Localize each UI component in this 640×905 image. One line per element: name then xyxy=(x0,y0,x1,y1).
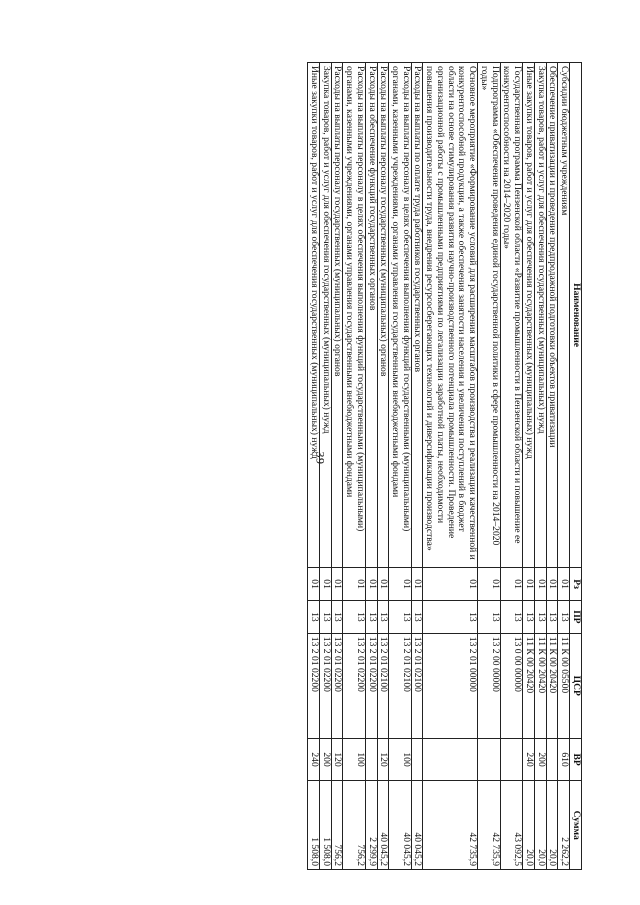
cell-rz: 01 xyxy=(478,568,500,601)
cell-vr: 100 xyxy=(343,738,365,781)
cell-rz: 01 xyxy=(534,568,546,601)
cell-pr: 13 xyxy=(523,600,535,633)
cell-vr: 120 xyxy=(377,738,389,781)
cell-rz: 01 xyxy=(365,568,377,601)
cell-sum: 1 508,0 xyxy=(308,781,320,870)
cell-sum: 40 045,2 xyxy=(377,781,389,870)
cell-vr: 240 xyxy=(308,738,320,781)
table-row xyxy=(558,63,570,870)
cell-name: Иные закупки товаров, работ и услуг для обеспечения государственных (муниципальных) нужд xyxy=(523,63,535,568)
table-row xyxy=(423,63,478,870)
cell-name: Расходы на выплаты персоналу в целях обеспечения выполнения функций государственными (муниципальными) органами, казенными учреждениями, органами управления государственными внебюджетными фондами xyxy=(343,63,365,568)
cell-rz: 01 xyxy=(377,568,389,601)
cell-pr: 13 xyxy=(423,600,478,633)
header-pr: ПР xyxy=(570,600,582,633)
header-vr: ВР xyxy=(570,738,582,781)
cell-pr: 13 xyxy=(365,600,377,633)
cell-name: Расходы на выплаты по оплате труда работников государственных органов xyxy=(411,63,423,568)
cell-vr xyxy=(500,738,522,781)
cell-csr: 13 2 01 02200 xyxy=(308,633,320,738)
table-row xyxy=(500,63,522,870)
cell-vr: 120 xyxy=(331,738,343,781)
cell-csr: 11 К 00 20420 xyxy=(534,633,546,738)
table-row xyxy=(308,63,320,870)
cell-name: Расходы на выплаты персоналу в целях обеспечения выполнения функций государственными (муниципальными) органами, казенными учреждениями, органами управления государственными внебюджетными фондами xyxy=(389,63,411,568)
cell-pr: 13 xyxy=(500,600,522,633)
header-rz: Рз xyxy=(570,568,582,601)
cell-vr: 200 xyxy=(534,738,546,781)
cell-name: Подпрограмма «Обеспечение проведения единой государственной политики в сфере промышленности на 2014–2020 годы» xyxy=(478,63,500,568)
cell-vr xyxy=(478,738,500,781)
table-body xyxy=(308,63,570,870)
cell-name: Субсидии бюджетным учреждениям xyxy=(558,63,570,568)
cell-pr: 13 xyxy=(308,600,320,633)
cell-rz: 01 xyxy=(558,568,570,601)
cell-csr: 13 2 01 02100 xyxy=(389,633,411,738)
table-row xyxy=(534,63,546,870)
cell-pr: 13 xyxy=(546,600,558,633)
table-row xyxy=(389,63,411,870)
cell-rz: 01 xyxy=(411,568,423,601)
table-row xyxy=(478,63,500,870)
cell-rz: 01 xyxy=(343,568,365,601)
cell-csr: 13 2 01 02100 xyxy=(411,633,423,738)
rotated-table-container xyxy=(90,62,582,870)
cell-sum: 20,0 xyxy=(546,781,558,870)
cell-csr: 11 К 00 05500 xyxy=(558,633,570,738)
cell-vr: 610 xyxy=(558,738,570,781)
cell-name: Закупка товаров, работ и услуг для обеспечения государственных (муниципальных) нужд xyxy=(534,63,546,568)
cell-sum: 756,2 xyxy=(343,781,365,870)
cell-rz: 01 xyxy=(308,568,320,601)
table-row xyxy=(343,63,365,870)
cell-pr: 13 xyxy=(558,600,570,633)
cell-sum: 20,0 xyxy=(523,781,535,870)
cell-pr: 13 xyxy=(331,600,343,633)
cell-vr: 200 xyxy=(319,738,331,781)
cell-name: Расходы на обеспечение функций государственных органов xyxy=(365,63,377,568)
table-header-row xyxy=(570,63,582,870)
cell-csr: 13 2 01 02200 xyxy=(343,633,365,738)
cell-csr: 13 0 00 00000 xyxy=(500,633,522,738)
cell-pr: 13 xyxy=(319,600,331,633)
cell-pr: 13 xyxy=(389,600,411,633)
cell-name: Закупка товаров, работ и услуг для обеспечения государственных (муниципальных) нужд xyxy=(319,63,331,568)
page-number: 39 xyxy=(313,451,328,465)
cell-pr: 13 xyxy=(478,600,500,633)
table-row xyxy=(523,63,535,870)
table-row xyxy=(365,63,377,870)
cell-csr: 13 2 01 02200 xyxy=(319,633,331,738)
cell-vr xyxy=(411,738,423,781)
cell-pr: 13 xyxy=(343,600,365,633)
table-row xyxy=(546,63,558,870)
cell-rz: 01 xyxy=(331,568,343,601)
table-row xyxy=(411,63,423,870)
cell-sum: 20,0 xyxy=(534,781,546,870)
table-row xyxy=(319,63,331,870)
table-row xyxy=(331,63,343,870)
cell-csr: 13 2 01 02200 xyxy=(365,633,377,738)
header-csr: ЦСР xyxy=(570,633,582,738)
table-row xyxy=(377,63,389,870)
cell-rz: 01 xyxy=(523,568,535,601)
cell-csr: 13 2 01 02200 xyxy=(331,633,343,738)
cell-name: Обеспечение приватизации и проведение предпродажной подготовки объектов приватизации xyxy=(546,63,558,568)
cell-rz: 01 xyxy=(546,568,558,601)
header-name: Наименование xyxy=(570,63,582,568)
cell-sum: 40 045,2 xyxy=(389,781,411,870)
cell-vr xyxy=(546,738,558,781)
cell-name: Основное мероприятие «Формирование условий для расширения масштабов производства и реализации качественной и конкурентоспособной продукции, а также обеспечения занятости населения и увеличения поступлений в бюджет области на основе стимулирования развития научно-производственного потенциала промышленности. Проведение организационной работы с промышленными предприятиями по легализации заработной платы, необходимости повышения производительности труда, внедрения ресурсосберегающих технологий и диверсификации производства» xyxy=(423,63,478,568)
cell-name: Расходы на выплаты персоналу государственных (муниципальных) органов xyxy=(331,63,343,568)
cell-rz: 01 xyxy=(319,568,331,601)
cell-sum: 756,2 xyxy=(331,781,343,870)
cell-csr: 13 2 00 00000 xyxy=(478,633,500,738)
cell-rz: 01 xyxy=(423,568,478,601)
budget-table xyxy=(307,62,582,870)
cell-name: Иные закупки товаров, работ и услуг для обеспечения государственных (муниципальных) нужд xyxy=(308,63,320,568)
cell-csr: 13 2 01 00000 xyxy=(423,633,478,738)
cell-rz: 01 xyxy=(389,568,411,601)
cell-vr: 100 xyxy=(389,738,411,781)
cell-sum: 43 092,5 xyxy=(500,781,522,870)
cell-vr xyxy=(423,738,478,781)
cell-vr xyxy=(365,738,377,781)
cell-sum: 2 262,2 xyxy=(558,781,570,870)
cell-sum: 42 735,9 xyxy=(423,781,478,870)
cell-name: Расходы на выплаты персоналу государственных (муниципальных) органов xyxy=(377,63,389,568)
cell-pr: 13 xyxy=(411,600,423,633)
cell-vr: 240 xyxy=(523,738,535,781)
header-sum: Сумма xyxy=(570,781,582,870)
cell-name: Государственная программа Пензенской области «Развитие промышленности в Пензенской области и повышение ее конкурентоспособности на 2014–2020 годы» xyxy=(500,63,522,568)
cell-pr: 13 xyxy=(377,600,389,633)
cell-sum: 2 299,9 xyxy=(365,781,377,870)
cell-rz: 01 xyxy=(500,568,522,601)
cell-csr: 13 2 01 02100 xyxy=(377,633,389,738)
cell-sum: 40 045,2 xyxy=(411,781,423,870)
cell-pr: 13 xyxy=(534,600,546,633)
cell-sum: 42 735,9 xyxy=(478,781,500,870)
cell-csr: 11 К 00 20420 xyxy=(523,633,535,738)
cell-csr: 11 К 00 20420 xyxy=(546,633,558,738)
cell-sum: 1 508,0 xyxy=(319,781,331,870)
